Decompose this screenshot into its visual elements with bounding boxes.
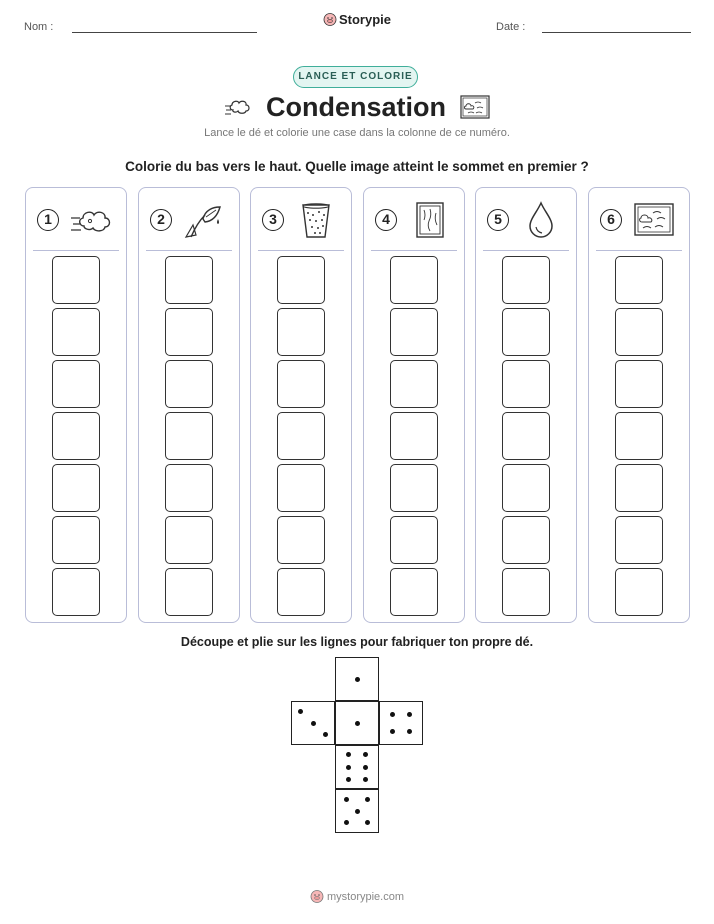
color-box[interactable] [390, 360, 438, 408]
name-line[interactable] [72, 32, 257, 33]
color-box[interactable] [615, 360, 663, 408]
cloud-mirror-icon [460, 95, 490, 119]
column-number: 1 [37, 209, 59, 231]
footer-url: mystorypie.com [326, 891, 405, 903]
column-divider [596, 250, 682, 251]
die-pip [355, 809, 360, 814]
color-box[interactable] [52, 256, 100, 304]
color-box[interactable] [390, 256, 438, 304]
color-box[interactable] [277, 412, 325, 460]
color-box[interactable] [165, 464, 213, 512]
column-number: 2 [150, 209, 172, 231]
color-box[interactable] [502, 516, 550, 564]
color-box[interactable] [277, 360, 325, 408]
title-text: Condensation [266, 92, 446, 122]
column-number: 6 [600, 209, 622, 231]
color-box[interactable] [502, 360, 550, 408]
brand-name: Storypie [338, 12, 391, 27]
die-pip [365, 820, 370, 825]
column-divider [483, 250, 569, 251]
page-title [0, 92, 714, 123]
die-face-1 [335, 701, 379, 745]
color-box[interactable] [390, 412, 438, 460]
die-pip [355, 721, 360, 726]
die-face-3 [291, 701, 335, 745]
dice-column-2 [138, 187, 240, 623]
color-box[interactable] [52, 568, 100, 616]
column-number: 3 [262, 209, 284, 231]
color-box[interactable] [502, 308, 550, 356]
die-pip [346, 752, 351, 757]
color-box[interactable] [502, 568, 550, 616]
dice-column-6 [588, 187, 690, 623]
color-box[interactable] [165, 360, 213, 408]
color-box[interactable] [502, 464, 550, 512]
column-number: 5 [487, 209, 509, 231]
die-pip [346, 777, 351, 782]
dice-column-1 [25, 187, 127, 623]
cold-glass-icon [295, 201, 337, 239]
color-box[interactable] [165, 412, 213, 460]
color-box[interactable] [390, 516, 438, 564]
date-label: Date : [496, 21, 526, 33]
color-box[interactable] [390, 568, 438, 616]
color-box[interactable] [615, 516, 663, 564]
die-pip [355, 677, 360, 682]
dice-column-3 [250, 187, 352, 623]
die-pip [323, 732, 328, 737]
color-box[interactable] [165, 568, 213, 616]
cloud-mirror-icon [633, 201, 675, 239]
color-box[interactable] [390, 464, 438, 512]
dice-column-4 [363, 187, 465, 623]
die-pip [407, 712, 412, 717]
steam-puff-icon [224, 96, 254, 118]
name-label: Nom : [24, 21, 54, 33]
color-box[interactable] [277, 256, 325, 304]
die-instruction: Découpe et plie sur les lignes pour fabriquer ton propre dé. [180, 635, 534, 649]
water-drop-icon [520, 201, 562, 239]
die-face-5 [335, 789, 379, 833]
color-box[interactable] [165, 516, 213, 564]
color-box[interactable] [52, 516, 100, 564]
column-divider [371, 250, 457, 251]
date-line[interactable] [542, 32, 691, 33]
footer [0, 889, 714, 903]
steam-puff-icon [70, 201, 112, 239]
color-box[interactable] [165, 256, 213, 304]
pig-logo-icon [323, 12, 337, 26]
instruction: Colorie du bas vers le haut. Quelle image atteint le sommet en premier ? [125, 159, 589, 174]
brand-logo [0, 12, 714, 27]
die-pip [346, 765, 351, 770]
foggy-window-icon [408, 201, 450, 239]
color-box[interactable] [52, 308, 100, 356]
color-box[interactable] [52, 360, 100, 408]
color-box[interactable] [52, 412, 100, 460]
die-pip [365, 797, 370, 802]
die-pip [298, 709, 303, 714]
color-box[interactable] [615, 464, 663, 512]
die-face-4 [379, 701, 423, 745]
die-pip [390, 712, 395, 717]
color-box[interactable] [615, 256, 663, 304]
column-number: 4 [375, 209, 397, 231]
color-box[interactable] [277, 568, 325, 616]
die-pip [344, 797, 349, 802]
die-pip [407, 729, 412, 734]
die-pip [344, 820, 349, 825]
color-box[interactable] [615, 308, 663, 356]
color-box[interactable] [502, 412, 550, 460]
color-box[interactable] [52, 464, 100, 512]
die-face-1 [335, 657, 379, 701]
dice-column-5 [475, 187, 577, 623]
color-box[interactable] [390, 308, 438, 356]
color-box[interactable] [165, 308, 213, 356]
color-box[interactable] [277, 308, 325, 356]
die-pip [363, 777, 368, 782]
column-divider [258, 250, 344, 251]
die-pip [311, 721, 316, 726]
die-pip [390, 729, 395, 734]
die-pip [363, 752, 368, 757]
leaf-dew-icon [183, 201, 225, 239]
color-box[interactable] [615, 568, 663, 616]
die-pip [363, 765, 368, 770]
subtitle: Lance le dé et colorie une case dans la colonne de ce numéro. [204, 127, 510, 139]
column-divider [33, 250, 119, 251]
color-box[interactable] [502, 256, 550, 304]
color-box[interactable] [277, 464, 325, 512]
color-box[interactable] [277, 516, 325, 564]
activity-badge: LANCE ET COLORIE [293, 66, 418, 88]
pig-logo-icon [310, 889, 324, 903]
die-face-6 [335, 745, 379, 789]
color-box[interactable] [615, 412, 663, 460]
column-divider [146, 250, 232, 251]
